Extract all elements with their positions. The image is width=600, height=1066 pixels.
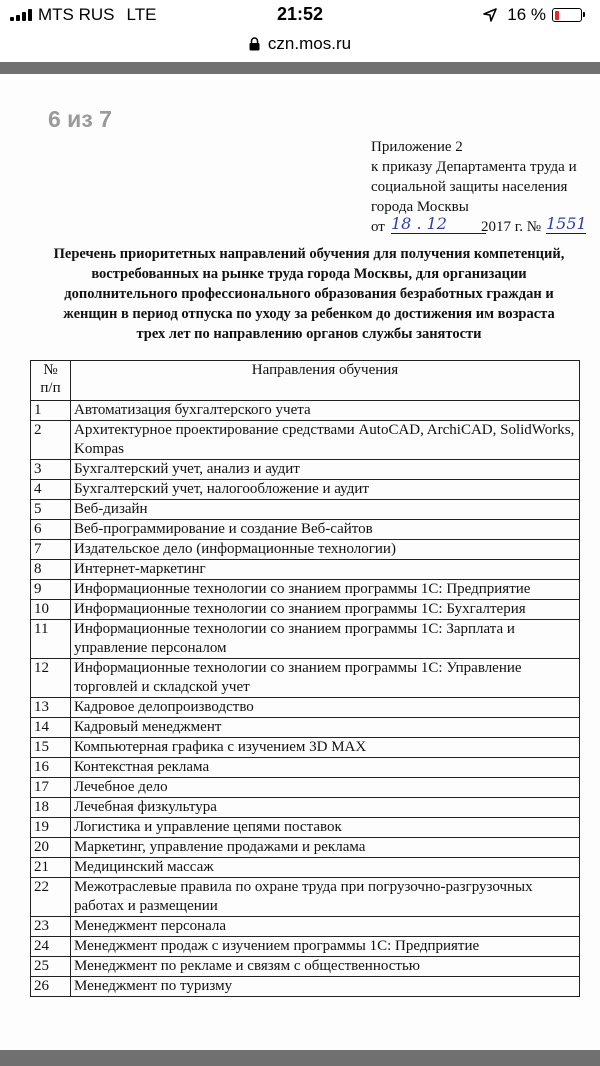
row-direction-name: Издательское дело (информационные технологии) [71,540,580,560]
row-direction-name: Веб-дизайн [71,500,580,520]
table-row [31,480,580,500]
row-number: 25 [31,957,71,977]
table-row [31,937,580,957]
table-row [31,957,580,977]
row-direction-name: Веб-программирование и создание Веб-сайтов [71,520,580,540]
table-row [31,659,580,698]
row-number: 14 [31,718,71,738]
row-number: 19 [31,818,71,838]
title-line: дополнительного профессионального образования безработных граждан и [64,286,554,302]
row-direction-name: Информационные технологии со знанием программы 1С: Зарплата и управление персоналом [71,620,580,659]
row-direction-name: Кадровый менеджмент [71,718,580,738]
title-line: Перечень приоритетных направлений обучения для получения компетенций, [53,246,565,262]
address-bar[interactable] [0,30,600,58]
row-number: 8 [31,560,71,580]
url-text[interactable]: czn.mos.ru [267,34,352,53]
row-direction-name: Менеджмент по рекламе и связям с общественностью [71,957,580,977]
row-number: 2 [31,421,71,460]
row-number: 5 [31,500,71,520]
table-row [31,401,580,421]
row-number: 20 [31,838,71,858]
table-row [31,778,580,798]
carrier-name: MTS RUS [38,5,115,24]
date-prefix: от [371,219,385,235]
row-direction-name: Информационные технологии со знанием программы 1С: Управление торговлей и складской учет [71,659,580,698]
handwritten-date: 18 . 12 [391,214,486,234]
appendix-line: города Москвы [371,199,469,215]
status-right [483,5,582,25]
row-number: 17 [31,778,71,798]
row-direction-name: Автоматизация бухгалтерского учета [71,401,580,421]
appendix-line: социальной защиты населения [371,179,568,195]
document-page[interactable] [0,74,600,1050]
document-title [24,244,594,344]
title-line: востребованных на рынке труда города Москвы, для организации [91,266,527,282]
table-row [31,738,580,758]
row-direction-name: Маркетинг, управление продажами и реклама [71,838,580,858]
row-number: 22 [31,878,71,917]
row-direction-name: Логистика и управление цепями поставок [71,818,580,838]
row-direction-name: Менеджмент продаж с изучением программы 1С: Предприятие [71,937,580,957]
status-bar [0,0,600,30]
row-direction-name: Интернет-маркетинг [71,560,580,580]
table-row [31,540,580,560]
table-row [31,977,580,997]
viewer-top-border [0,62,600,74]
battery-level [555,11,559,20]
row-direction-name: Информационные технологии со знанием программы 1С: Бухгалтерия [71,600,580,620]
row-direction-name: Бухгалтерский учет, анализ и аудит [71,460,580,480]
table-row [31,620,580,659]
row-number: 3 [31,460,71,480]
row-direction-name: Лечебное дело [71,778,580,798]
header-num-abbrev: п/п [40,380,61,396]
row-number: 26 [31,977,71,997]
row-number: 21 [31,858,71,878]
table-row [31,421,580,460]
table-row [31,758,580,778]
row-number: 23 [31,917,71,937]
date-year-number-label: 2017 г. № [481,219,542,235]
appendix-block [371,137,599,235]
row-direction-name: Архитектурное проектирование средствами AutoCAD, ArchiCAD, SolidWorks, Kompas [71,421,580,460]
table-row [31,878,580,917]
row-direction-name: Менеджмент по туризму [71,977,580,997]
row-direction-name: Информационные технологии со знанием программы 1С: Предприятие [71,580,580,600]
row-number: 1 [31,401,71,421]
appendix-date-line [371,214,599,237]
table-row [31,520,580,540]
row-number: 13 [31,698,71,718]
network-type: LTE [126,5,157,24]
battery-icon [552,8,582,22]
column-header-number [31,361,71,401]
table-row [31,917,580,937]
row-direction-name: Бухгалтерский учет, налогообложение и аудит [71,480,580,500]
appendix-line: к приказу Департамента труда и [371,159,577,175]
table-body [31,401,580,997]
table-row [31,600,580,620]
row-number: 4 [31,480,71,500]
table-row [31,838,580,858]
viewer-bottom-border [0,1050,600,1066]
table-row [31,698,580,718]
row-direction-name: Менеджмент персонала [71,917,580,937]
row-number: 9 [31,580,71,600]
clock: 21:52 [276,4,324,24]
row-direction-name: Лечебная физкультура [71,798,580,818]
table-row [31,858,580,878]
title-line: трех лет по направлению органов службы занятости [136,326,482,342]
row-direction-name: Межотраслевые правила по охране труда при погрузочно-разгрузочных работах и размещении [71,878,580,917]
table-row [31,560,580,580]
row-number: 15 [31,738,71,758]
directions-table [30,360,580,997]
row-number: 16 [31,758,71,778]
row-number: 18 [31,798,71,818]
row-number: 11 [31,620,71,659]
row-direction-name: Контекстная реклама [71,758,580,778]
table-row [31,718,580,738]
header-num-symbol: № [43,362,58,378]
row-number: 10 [31,600,71,620]
table-row [31,818,580,838]
title-line: женщин в период отпуска по уходу за ребенком до достижения им возраста [63,306,555,322]
page-counter: 6 из 7 [48,106,112,132]
row-direction-name: Кадровое делопроизводство [71,698,580,718]
row-direction-name: Медицинский массаж [71,858,580,878]
handwritten-order-number: 1551 [546,214,587,233]
row-number: 7 [31,540,71,560]
column-header-direction: Направления обучения [71,361,580,401]
table-header-row [31,361,580,401]
location-arrow-icon [483,8,497,22]
battery-percent: 16 % [507,5,546,24]
lock-icon [249,37,260,51]
row-number: 12 [31,659,71,698]
row-number: 24 [31,937,71,957]
row-direction-name: Компьютерная графика с изучением 3D MAX [71,738,580,758]
table-row [31,580,580,600]
appendix-line: Приложение 2 [371,139,463,155]
table-row [31,500,580,520]
table-row [31,460,580,480]
table-row [31,798,580,818]
row-number: 6 [31,520,71,540]
